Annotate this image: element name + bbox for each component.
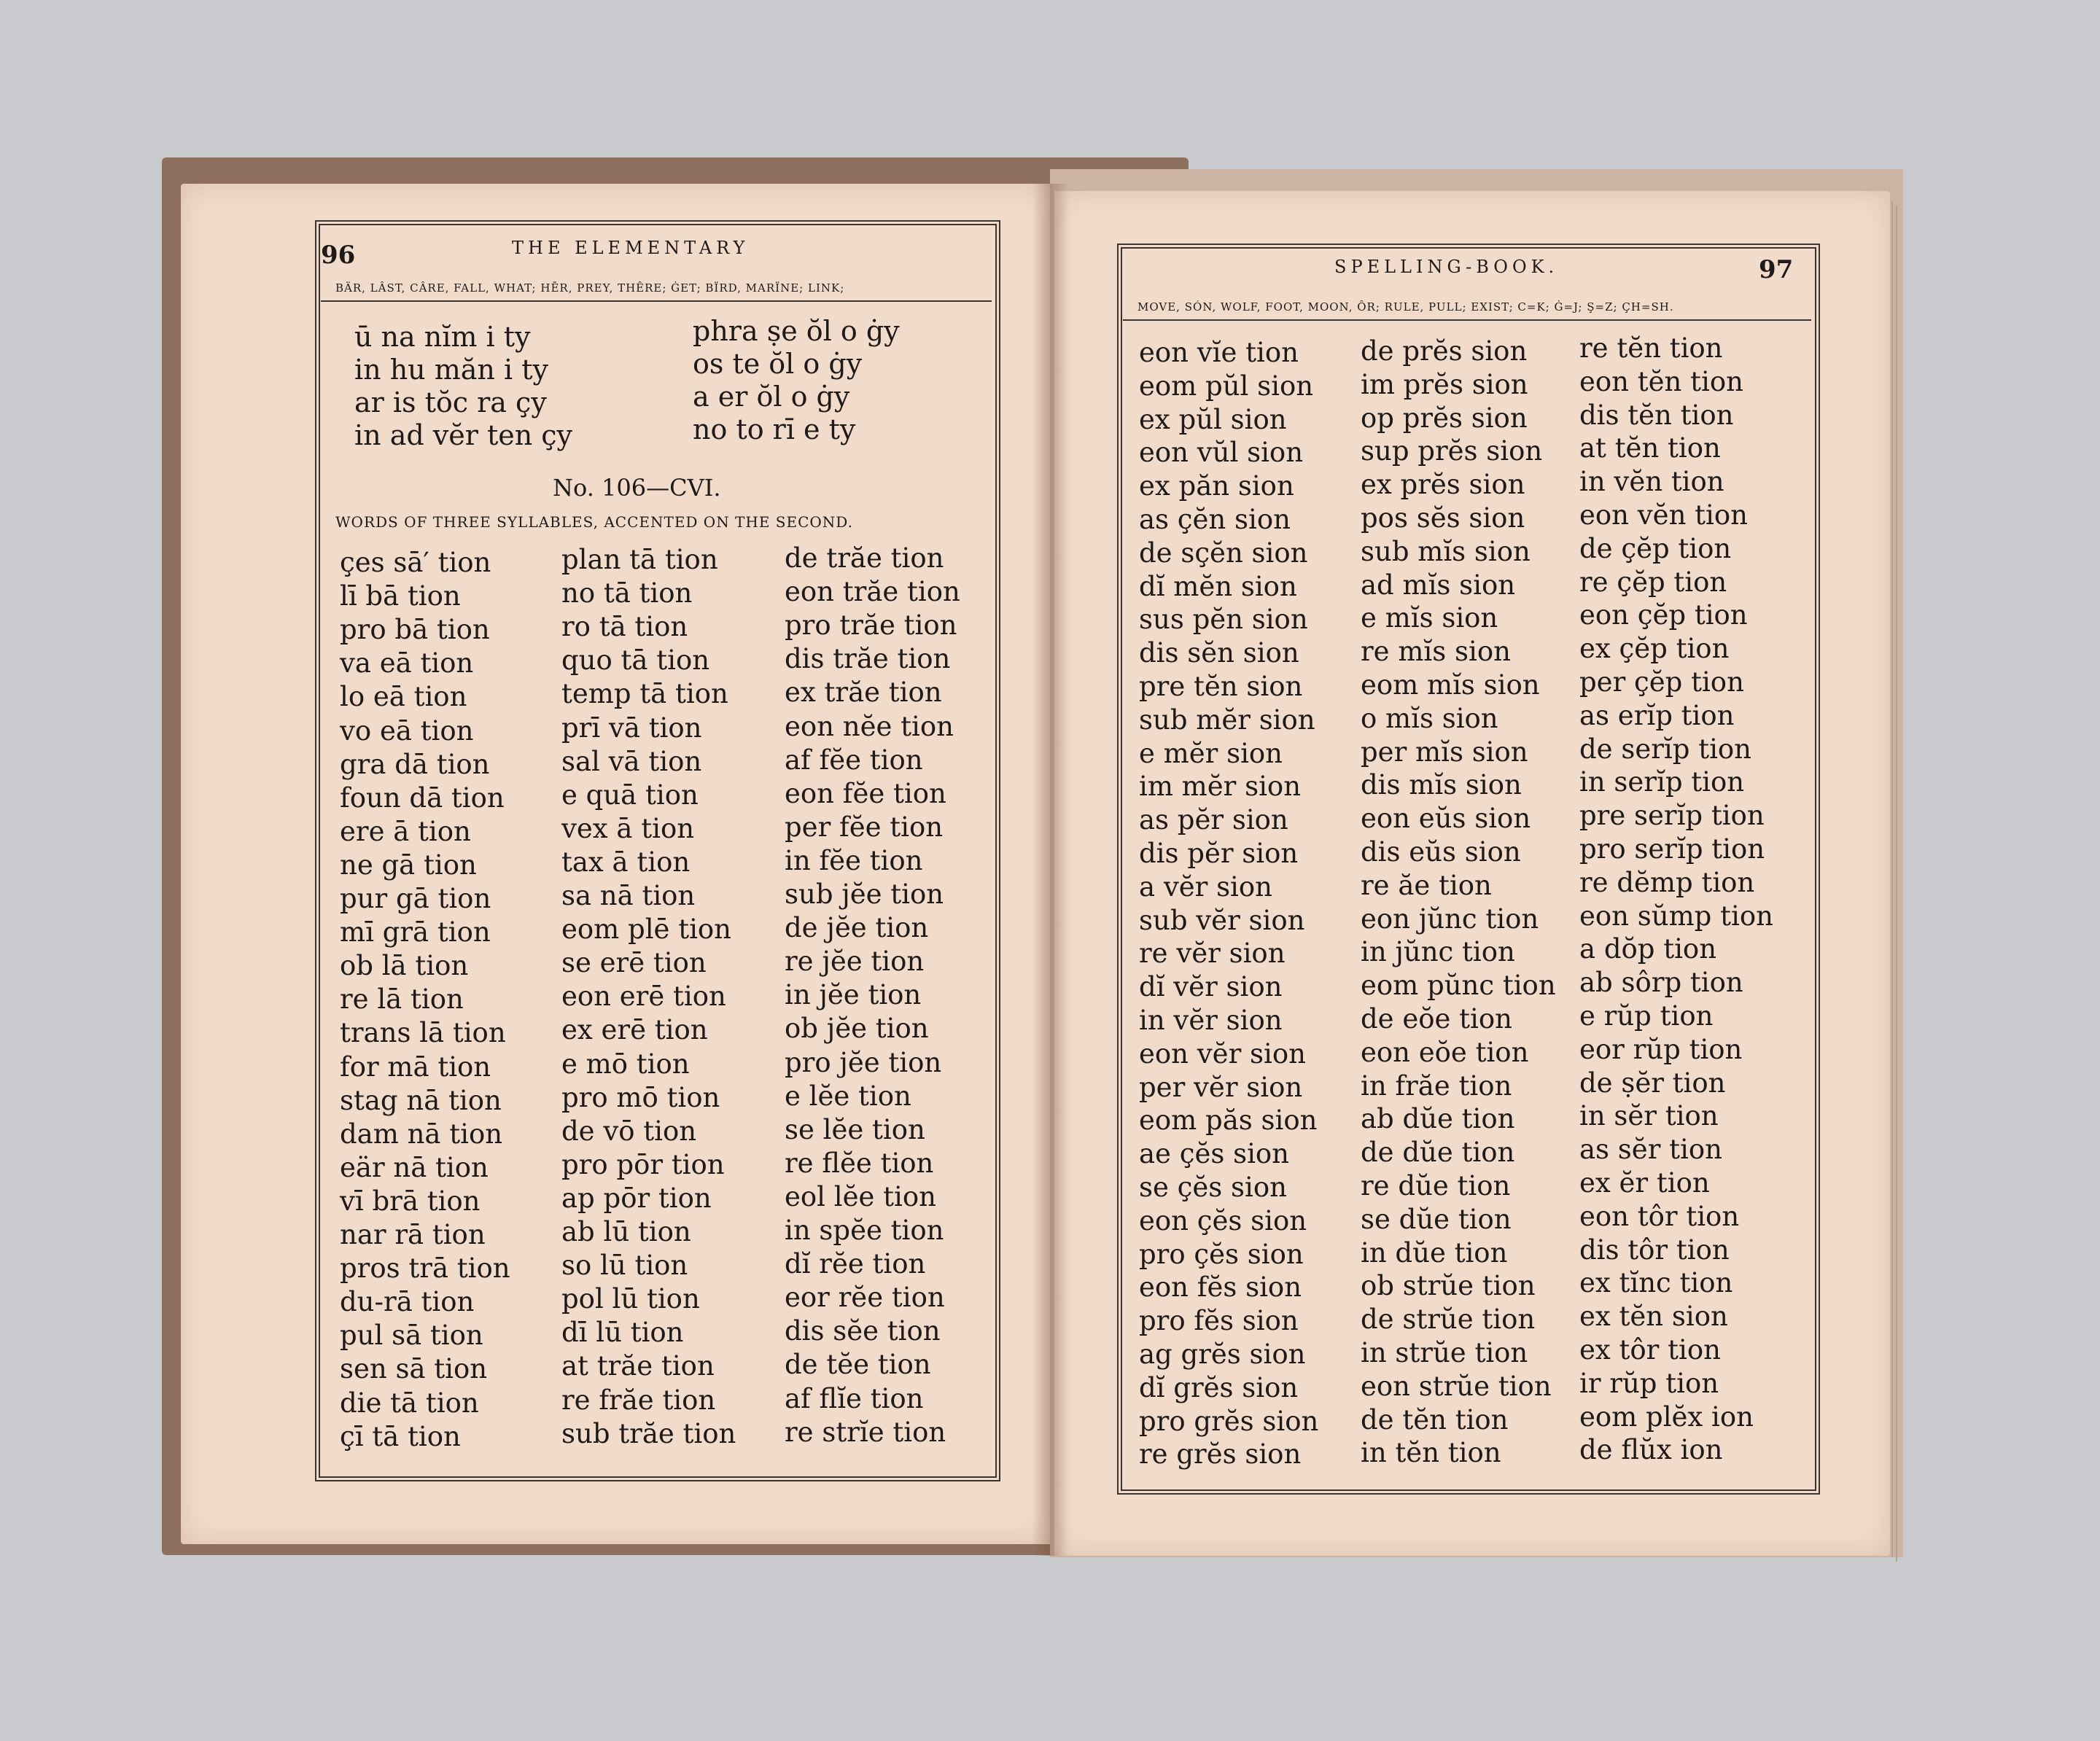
spelling-word: pro fĕs sion — [1139, 1305, 1299, 1337]
spelling-word: de dŭe tion — [1361, 1137, 1515, 1169]
spelling-word: sa nā tion — [561, 880, 696, 911]
spelling-word: ar is tŏc ra çy — [354, 386, 547, 418]
spelling-word: e rŭp tion — [1579, 1000, 1714, 1032]
spelling-word: eon jŭnc tion — [1361, 903, 1539, 935]
spelling-word: eom mĭs sion — [1361, 669, 1540, 701]
spelling-word: stag nā tion — [340, 1084, 502, 1116]
spelling-word: temp tā tion — [561, 678, 728, 710]
spelling-word: ap pōr tion — [561, 1182, 712, 1214]
spelling-word: re vĕr sion — [1139, 938, 1286, 970]
spelling-word: o mĭs sion — [1361, 702, 1498, 734]
spelling-word: foun dā tion — [340, 782, 505, 814]
spelling-word: ere ā tion — [340, 815, 471, 847]
header-rule — [1123, 319, 1811, 321]
spelling-word: çī tā tion — [340, 1420, 461, 1452]
spelling-word: in ad vĕr ten çy — [354, 419, 573, 451]
spelling-word: eom plē tion — [561, 914, 732, 946]
spelling-word: a vĕr sion — [1139, 870, 1272, 903]
spelling-word: pre serĭp tion — [1579, 800, 1765, 832]
spelling-word: eor rĕe tion — [785, 1282, 945, 1314]
spelling-word: pre tĕn sion — [1139, 671, 1303, 702]
spelling-word: quo tā tion — [561, 644, 710, 677]
spelling-word: e mō tion — [561, 1048, 690, 1080]
spelling-word: dis pĕr sion — [1139, 838, 1299, 869]
spelling-word: va eā tion — [340, 647, 474, 679]
spelling-word: ab dŭe tion — [1361, 1103, 1515, 1135]
spelling-word: re strĭe tion — [785, 1416, 946, 1448]
spelling-word: se erē tion — [561, 947, 707, 979]
spelling-word: de ṣĕr tion — [1579, 1067, 1726, 1099]
spelling-word: in jĕe tion — [785, 979, 922, 1011]
spelling-word: pro çĕs sion — [1139, 1238, 1304, 1270]
spelling-word: eon eŏe tion — [1361, 1036, 1529, 1068]
spelling-word: e mĭs sion — [1361, 602, 1498, 634]
spelling-word: af fĕe tion — [785, 744, 923, 776]
spelling-word: per çĕp tion — [1579, 666, 1744, 698]
spelling-word: sub trăe tion — [561, 1417, 736, 1449]
spelling-word: eon trăe tion — [785, 576, 960, 608]
spelling-word: trans lā tion — [340, 1017, 506, 1049]
spelling-word: sen sā tion — [340, 1353, 488, 1385]
spelling-word: re dĕmp tion — [1579, 866, 1755, 898]
spelling-word: a er ŏl o ġy — [693, 381, 850, 413]
spelling-word: eon strŭe tion — [1361, 1370, 1552, 1402]
spelling-word: pro grĕs sion — [1139, 1405, 1319, 1437]
spelling-word: in spĕe tion — [785, 1215, 944, 1246]
spelling-word: eol lĕe tion — [785, 1180, 936, 1212]
spelling-word: pros trā tion — [340, 1253, 510, 1285]
spelling-word: eon fĕs sion — [1139, 1271, 1302, 1304]
spelling-word: de strŭe tion — [1361, 1304, 1536, 1336]
spelling-word: lo eā tion — [340, 681, 467, 713]
spelling-word: ag grĕs sion — [1139, 1339, 1306, 1370]
spelling-word: pro trăe tion — [785, 609, 957, 642]
spelling-word: pro bā tion — [340, 614, 490, 646]
spelling-word: re çĕp tion — [1579, 566, 1727, 598]
spelling-word: de sçĕn sion — [1139, 537, 1308, 569]
spelling-word: pro serĭp tion — [1579, 833, 1765, 865]
spelling-word: im prĕs sion — [1361, 368, 1528, 400]
page-edge — [1896, 206, 1897, 1562]
spelling-word: gra dā tion — [340, 748, 490, 780]
spelling-word: die tā tion — [340, 1387, 479, 1419]
header-rule — [321, 300, 992, 302]
spelling-word: dĭ vĕr sion — [1139, 971, 1283, 1003]
spelling-word: for mā tion — [340, 1051, 491, 1083]
spelling-word: in sĕr tion — [1579, 1100, 1719, 1132]
spelling-word: eon tĕn tion — [1579, 365, 1743, 397]
spelling-word: ex tôr tion — [1579, 1334, 1721, 1366]
spelling-word: ex tĭnc tion — [1579, 1267, 1733, 1299]
spelling-word: pos sĕs sion — [1361, 502, 1525, 534]
spelling-word: so lū tion — [561, 1250, 688, 1282]
spelling-word: sus pĕn sion — [1139, 604, 1308, 636]
spelling-word: lī bā tion — [340, 580, 461, 612]
running-head: THE ELEMENTARY — [512, 238, 750, 258]
spelling-word: ad mĭs sion — [1361, 569, 1516, 601]
spelling-word: ob strŭe tion — [1361, 1270, 1536, 1302]
spelling-word: per fĕe tion — [785, 811, 944, 843]
page-number: 96 — [321, 241, 356, 270]
spelling-word: op prĕs sion — [1361, 402, 1528, 434]
running-head: SPELLING-BOOK. — [1334, 257, 1559, 277]
spelling-word: dis sĕn sion — [1139, 637, 1299, 669]
spelling-word: de jĕe tion — [785, 912, 929, 944]
spelling-word: no to rī e ty — [693, 413, 856, 445]
spelling-word: re tĕn tion — [1579, 332, 1723, 364]
spelling-word: ro tā tion — [561, 611, 688, 643]
spelling-word: pul sā tion — [340, 1320, 483, 1352]
pronunciation-key: MOVE, SÓN, WOLF, FOOT, MOON, ÔR; RULE, PULL; EXIST; C=K; Ġ=J; Ş=Z; ÇH=SH. — [1138, 300, 1674, 313]
spelling-word: in dŭe tion — [1361, 1236, 1508, 1269]
spelling-word: in hu măn i ty — [354, 354, 548, 386]
spelling-word: eom păs sion — [1139, 1105, 1318, 1137]
spelling-word: ex tĕn sion — [1579, 1301, 1728, 1333]
spelling-word: as sĕr tion — [1579, 1134, 1722, 1166]
spelling-word: pro mō tion — [561, 1081, 720, 1113]
spelling-word: eom pŭl sion — [1139, 370, 1314, 402]
book-gutter — [1032, 184, 1069, 1556]
spelling-word: dis tĕn tion — [1579, 399, 1734, 431]
spelling-word: pro pōr tion — [561, 1148, 725, 1180]
spelling-word: pol lū tion — [561, 1283, 700, 1315]
spelling-word: prī vā tion — [561, 712, 702, 744]
spelling-word: eom plĕx ion — [1579, 1401, 1754, 1433]
spelling-word: in strŭe tion — [1361, 1337, 1528, 1368]
spelling-word: eon fĕe tion — [785, 777, 946, 809]
spelling-word: dam nā tion — [340, 1118, 503, 1150]
spelling-word: in serĭp tion — [1579, 766, 1745, 798]
spelling-word: eon vĕn tion — [1579, 499, 1748, 531]
spelling-word: re grĕs sion — [1139, 1438, 1302, 1471]
spelling-word: ex trăe tion — [785, 677, 942, 709]
page-number: 97 — [1759, 255, 1794, 284]
spelling-word: de vō tion — [561, 1115, 697, 1147]
spelling-word: e lĕe tion — [785, 1080, 911, 1112]
spelling-word: re lā tion — [340, 984, 464, 1016]
spelling-word: eon tôr tion — [1579, 1200, 1740, 1232]
spelling-word: se dŭe tion — [1361, 1203, 1512, 1235]
page-edge — [1891, 201, 1893, 1557]
spelling-word: eär nā tion — [340, 1151, 489, 1183]
spelling-word: ab sôrp tion — [1579, 967, 1743, 999]
spelling-word: e mĕr sion — [1139, 737, 1283, 769]
spelling-word: vo eā tion — [340, 714, 474, 747]
spelling-word: as pĕr sion — [1139, 804, 1288, 836]
spelling-word: eon çĕs sion — [1139, 1204, 1307, 1236]
spelling-word: re flĕe tion — [785, 1147, 934, 1179]
spelling-word: ex păn sion — [1139, 470, 1294, 502]
spelling-word: de tĕe tion — [785, 1349, 931, 1381]
spelling-word: vī brā tion — [340, 1185, 481, 1217]
spelling-word: in vĕn tion — [1579, 466, 1724, 498]
spelling-word: eon vŭl sion — [1139, 437, 1304, 469]
spelling-word: per mĭs sion — [1361, 736, 1528, 768]
spelling-word: dis trăe tion — [785, 643, 951, 675]
spelling-word: ex çĕp tion — [1579, 633, 1730, 665]
spelling-word: eon erē tion — [561, 981, 726, 1013]
spelling-word: eon vĭe tion — [1139, 337, 1299, 368]
spelling-word: de eŏe tion — [1361, 1003, 1512, 1035]
spelling-word: in fĕe tion — [785, 844, 923, 876]
spelling-word: plan tā tion — [561, 544, 718, 575]
spelling-word: as çĕn sion — [1139, 504, 1291, 535]
spelling-word: re dŭe tion — [1361, 1170, 1511, 1201]
spelling-word: os te ŏl o ġy — [693, 348, 863, 380]
spelling-word: a dŏp tion — [1579, 933, 1717, 965]
spelling-word: eom pŭnc tion — [1361, 970, 1556, 1002]
spelling-word: se çĕs sion — [1139, 1172, 1287, 1203]
spelling-word: phra ṣe ŏl o ġy — [693, 315, 900, 347]
spelling-word: per vĕr sion — [1139, 1071, 1303, 1103]
spelling-word: re mĭs sion — [1361, 636, 1511, 668]
spelling-word: nar rā tion — [340, 1219, 486, 1250]
spelling-word: de flŭx ion — [1579, 1434, 1723, 1466]
spelling-word: re frăe tion — [561, 1384, 716, 1416]
spelling-word: de trăe tion — [785, 542, 944, 574]
spelling-word: dis eŭs sion — [1361, 836, 1521, 868]
spelling-word: vex ā tion — [561, 812, 695, 844]
spelling-word: eon eŭs sion — [1361, 803, 1531, 835]
spelling-word: ae çĕs sion — [1139, 1138, 1290, 1170]
spelling-word: re ăe tion — [1361, 869, 1492, 901]
spelling-word: eor rŭp tion — [1579, 1033, 1743, 1065]
spelling-word: eon çĕp tion — [1579, 599, 1748, 631]
spelling-word: dis mĭs sion — [1361, 769, 1522, 801]
spelling-word: in frăe tion — [1361, 1070, 1512, 1102]
spelling-word: in jŭnc tion — [1361, 936, 1515, 968]
spelling-word: ex prĕs sion — [1361, 469, 1525, 501]
spelling-word: sub mĕr sion — [1139, 704, 1315, 736]
spelling-word: ex pŭl sion — [1139, 403, 1287, 435]
spelling-word: dis sĕe tion — [785, 1315, 941, 1347]
spelling-word: in tĕn tion — [1361, 1437, 1501, 1469]
spelling-word: ob jĕe tion — [785, 1013, 929, 1045]
lesson-subhead: WORDS OF THREE SYLLABLES, ACCENTED ON THE SECOND. — [335, 513, 853, 531]
spelling-word: sal vā tion — [561, 745, 702, 777]
spelling-word: eon nĕe tion — [785, 710, 954, 742]
spelling-word: pur gā tion — [340, 883, 491, 914]
spelling-word: tax ā tion — [561, 846, 691, 878]
spelling-word: ir rŭp tion — [1579, 1367, 1719, 1399]
spelling-word: at trăe tion — [561, 1350, 715, 1382]
spelling-word: de prĕs sion — [1361, 335, 1528, 367]
spelling-word: in vĕr sion — [1139, 1005, 1283, 1036]
spelling-word: at tĕn tion — [1579, 432, 1721, 464]
spelling-word: as erĭp tion — [1579, 699, 1735, 731]
spelling-word: dĭ mĕn sion — [1139, 570, 1297, 602]
spelling-word: ex erē tion — [561, 1014, 708, 1046]
spelling-word: se lĕe tion — [785, 1113, 925, 1145]
spelling-word: sub mĭs sion — [1361, 535, 1531, 567]
spelling-word: dis tôr tion — [1579, 1234, 1730, 1266]
spelling-word: dĭ rĕe tion — [785, 1248, 926, 1280]
spelling-word: ob lā tion — [340, 950, 469, 982]
spelling-word: af flĭe tion — [785, 1382, 924, 1414]
spelling-word: dī lū tion — [561, 1317, 684, 1349]
spelling-word: sub vĕr sion — [1139, 904, 1305, 936]
spelling-word: no tā tion — [561, 577, 693, 609]
spelling-word: eon vĕr sion — [1139, 1037, 1306, 1070]
spelling-word: de çĕp tion — [1579, 532, 1732, 564]
spelling-word: çes sā′ tion — [340, 547, 491, 578]
spelling-word: ab lū tion — [561, 1216, 691, 1247]
spelling-word: de tĕn tion — [1361, 1403, 1509, 1436]
spelling-word: e quā tion — [561, 779, 699, 811]
spelling-word: du-rā tion — [340, 1286, 475, 1318]
spelling-word: eon sŭmp tion — [1579, 900, 1773, 932]
spelling-word: mī grā tion — [340, 916, 491, 949]
spelling-word: ū na nĭm i ty — [354, 321, 531, 353]
spelling-word: re jĕe tion — [785, 946, 925, 978]
spelling-word: dĭ grĕs sion — [1139, 1371, 1299, 1403]
spelling-word: im mĕr sion — [1139, 771, 1302, 803]
lesson-number: No. 106—CVI. — [553, 474, 721, 502]
spelling-word: sup prĕs sion — [1361, 435, 1543, 467]
pronunciation-key: BÄR, LÂST, CÂRE, FALL, WHAT; HĒR, PREY, THÊRE; ĠET; BÏRD, MARÏNE; LINK; — [335, 281, 845, 295]
spelling-word: sub jĕe tion — [785, 879, 944, 910]
spelling-word: de serĭp tion — [1579, 733, 1752, 765]
spelling-word: ex ĕr tion — [1579, 1167, 1710, 1199]
spelling-word: ne gā tion — [340, 849, 477, 881]
spelling-word: pro jĕe tion — [785, 1046, 942, 1078]
